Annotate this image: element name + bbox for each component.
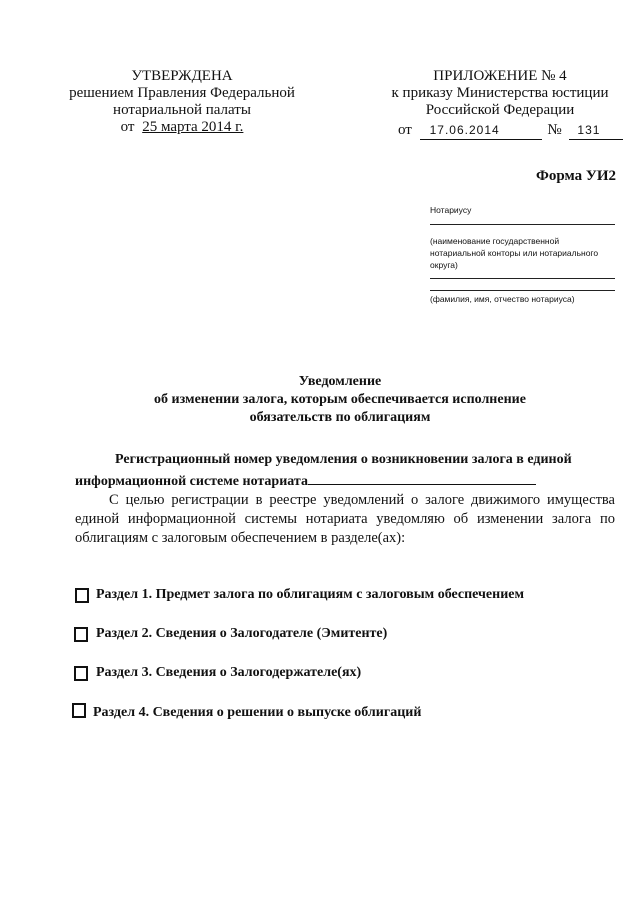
appendix-line-2: Российской Федерации bbox=[425, 102, 575, 118]
appendix-date-prefix: от bbox=[398, 122, 412, 138]
registration-line-1: Регистрационный номер уведомления о возникновении залога в единой bbox=[115, 452, 572, 467]
approval-title: УТВЕРЖДЕНА bbox=[131, 68, 233, 84]
appendix-date: 17.06.2014 bbox=[420, 122, 542, 140]
addressee-line-3 bbox=[430, 290, 615, 291]
appendix-title: ПРИЛОЖЕНИЕ № 4 bbox=[433, 68, 567, 84]
approval-date: 25 марта 2014 г. bbox=[142, 119, 244, 135]
section-4-checkbox[interactable] bbox=[72, 703, 86, 718]
section-2-label: Раздел 2. Сведения о Залогодателе (Эмитенте) bbox=[96, 626, 388, 641]
approval-line-2: нотариальной палаты bbox=[113, 102, 251, 118]
section-1-label: Раздел 1. Предмет залога по облигациям с залоговым обеспечением bbox=[96, 587, 525, 602]
addressee-line-2 bbox=[430, 278, 615, 279]
appendix-number: 131 bbox=[569, 122, 623, 140]
section-3-label: Раздел 3. Сведения о Залогодержателе(ях) bbox=[96, 665, 362, 680]
appendix-number-prefix: № bbox=[547, 122, 562, 138]
approval-line-1: решением Правления Федеральной bbox=[69, 85, 295, 101]
approval-date-line bbox=[62, 119, 302, 136]
approval-block bbox=[62, 68, 302, 136]
addressee-to: Нотариусу bbox=[430, 205, 472, 215]
addressee-office-caption: (наименование государственной нотариальной конторы или нотариального округа) bbox=[430, 236, 599, 270]
section-3-checkbox[interactable] bbox=[74, 666, 88, 681]
addressee-line-1 bbox=[430, 224, 615, 225]
addressee-name-caption: (фамилия, имя, отчество нотариуса) bbox=[430, 294, 575, 304]
notice-title-line-3: обязательств по облигациям bbox=[249, 410, 431, 425]
notice-title-line-1: Уведомление bbox=[298, 374, 382, 389]
appendix-date-line bbox=[398, 122, 623, 140]
appendix-line-1: к приказу Министерства юстиции bbox=[391, 85, 609, 101]
approval-date-prefix: от bbox=[120, 119, 135, 135]
section-4-label: Раздел 4. Сведения о решении о выпуске облигаций bbox=[93, 705, 422, 720]
registration-number-field[interactable] bbox=[308, 472, 536, 485]
notice-title bbox=[80, 373, 600, 427]
section-1-checkbox[interactable] bbox=[75, 588, 89, 603]
registration-label: информационной системе нотариата bbox=[75, 474, 308, 489]
form-label: Форма УИ2 bbox=[536, 168, 617, 184]
notice-title-line-2: об изменении залога, которым обеспечивается исполнение bbox=[154, 392, 526, 407]
section-2-checkbox[interactable] bbox=[74, 627, 88, 642]
registration-line-2 bbox=[75, 472, 536, 490]
body-paragraph: С целью регистрации в реестре уведомлений о залоге движимого имущества единой информационной системы нотариата уведомляю об изменении залога по облигациям с залоговым обеспечением в разделе(ах): bbox=[75, 492, 615, 546]
appendix-block bbox=[380, 68, 620, 119]
